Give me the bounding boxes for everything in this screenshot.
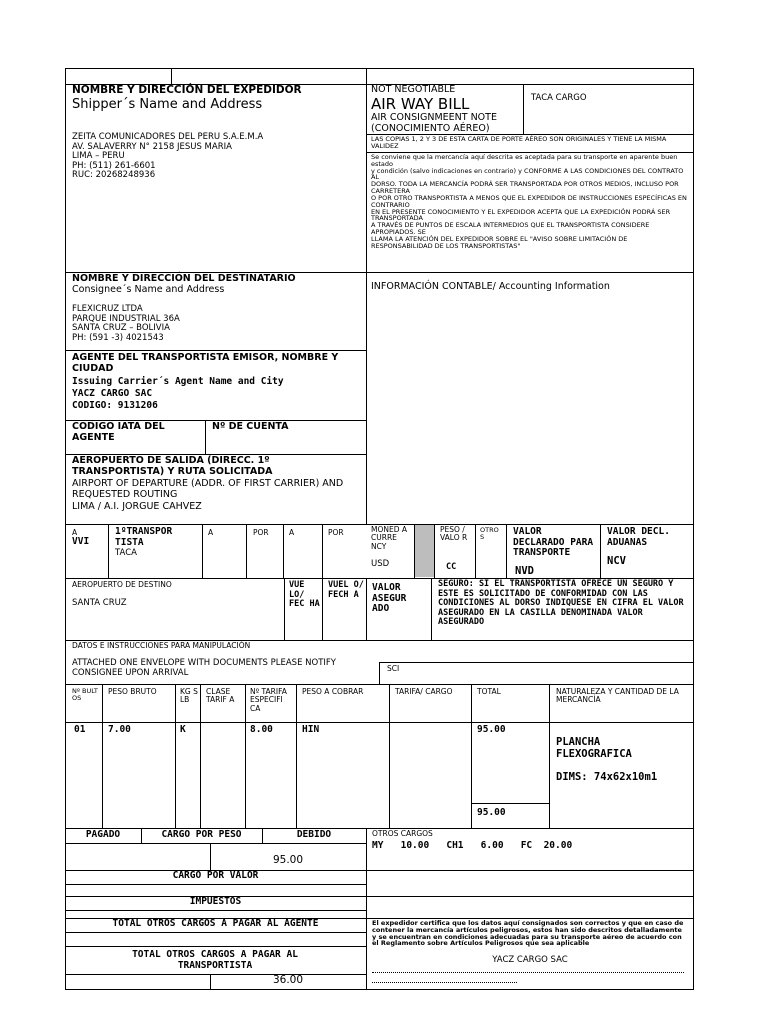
iata-code-label: CODIGO IATA DEL AGENTE: [72, 421, 165, 443]
first-carrier-value: TACA: [115, 548, 137, 558]
row-commodity: 8.00: [250, 724, 273, 735]
weight-value-code: CC: [446, 562, 457, 572]
route-a2: A: [208, 528, 214, 537]
route-por2: POR: [328, 528, 344, 537]
departure-value: LIMA / A.I. JORGUE CAHVEZ: [72, 501, 202, 512]
carrier-name: TACA CARGO: [531, 93, 587, 103]
col-kg-lb: KG S LB: [180, 687, 198, 705]
row-total: 95.00: [477, 724, 506, 735]
first-carrier-label: 1ºTRANSPOR TISTA: [115, 526, 173, 548]
awb-subtitle: AIR CONSIGNMEENT NOTE (CONOCIMIENTO AÉREO): [371, 112, 497, 134]
not-negotiable: NOT NEGOTIABLE: [371, 84, 456, 95]
other-charges-label: OTROS CARGOS: [372, 829, 433, 838]
route-a3: A: [289, 528, 295, 537]
total-carrier-charges-value: 36.00: [272, 974, 304, 986]
currency-value: USD: [371, 559, 390, 569]
col-commodity: Nº TARIFA ESPECIFI CA: [250, 687, 287, 713]
total-agent-charges-label: TOTAL OTROS CARGOS A PAGAR AL AGENTE: [112, 918, 319, 929]
total-carrier-charges-label: TOTAL OTROS CARGOS A PAGAR AL TRANSPORTISTA: [132, 949, 298, 971]
agent-title: AGENTE DEL TRANSPORTISTA EMISOR, NOMBRE Y CIUDAD: [72, 352, 339, 374]
weight-charge-label: CARGO POR PESO: [161, 829, 242, 840]
row-gross-weight: 7.00: [108, 724, 131, 735]
insurance-note: SEGURO: SI EL TRANSPORTISTA OFRECE UN SEGURO Y ESTE ES SOLICITADO DE CONFORMIDAD CON LAS CONDICIONES AL DORSO INDIQUESE EN CIFRA EL VALOR ASEGURADO EN LA CASILLA DENOMINADA VALOR ASEGURADO: [438, 579, 684, 628]
shipper-title: NOMBRE Y DIRECCIÓN DEL EXPEDIDOR: [72, 84, 302, 96]
weight-value-label: PESO / VALO R: [440, 525, 468, 543]
weight-charge-value: 95.00: [272, 854, 304, 866]
others-label: OTRO S: [480, 526, 499, 542]
agent-name: YACZ CARGO SAC: [72, 388, 153, 399]
accounting-info: INFORMACIÓN CONTABLE/ Accounting Information: [371, 281, 610, 292]
due-label: DEBIDO: [296, 829, 332, 840]
row-kg: K: [180, 724, 186, 735]
paid-label: PAGADO: [85, 829, 121, 840]
consignee-subtitle: Consignee´s Name and Address: [72, 284, 225, 295]
other-charges-value: MY 10.00 CH1 6.00 FC 20.00: [372, 840, 573, 851]
consignee-address: FLEXICRUZ LTDA PARQUE INDUSTRIAL 36A SANTA CRUZ – BOLIVIA PH: (591 -3) 4021543: [72, 304, 180, 343]
destination-value: SANTA CRUZ: [72, 598, 127, 608]
shipper-certification: El expedidor certifica que los datos aquí consignados son correctos y que en caso de contener la mercancía artículos peligrosos, estos han sido descritos detalladamente y se encuentran en condiciones adecuadas para su transporte aéreo de acuerdo con el Reglamento sobre Artículos Peligrosos que sea aplicable: [372, 919, 684, 948]
col-nature-goods: NATURALEZA Y CANTIDAD DE LA MERCANCÍA: [556, 687, 679, 705]
col-chargeable-weight: PESO A COBRAR: [302, 687, 364, 696]
col-total: TOTAL: [477, 687, 501, 696]
total-sum: 95.00: [477, 807, 506, 818]
consignee-title: NOMBRE Y DIRECCIÓN DEL DESTINATARIO: [72, 273, 296, 284]
departure-title: AEROPUERTO DE SALIDA (DIRECC. 1º TRANSPORTISTA) Y RUTA SOLICITADA: [72, 455, 273, 477]
destination-label: AEROPUERTO DE DESTINO: [72, 580, 172, 589]
route-to-label: A: [72, 528, 78, 537]
shipper-address: ZEITA COMUNICADORES DEL PERU S.A.E.M.A AV. SALAVERRY N° 2158 JESUS MARIA LIMA – PERU PH: (511) 261-6601 RUC: 20268248936: [72, 132, 264, 181]
route-por1: POR: [253, 528, 269, 537]
flight-date2-label: VUEL O/ FECH A: [328, 580, 364, 600]
shipper-subtitle: Shipper´s Name and Address: [72, 97, 263, 112]
col-pieces: Nº BULT OS: [72, 687, 98, 703]
awb-title: AIR WAY BILL: [371, 95, 470, 113]
valuation-charge-label: CARGO POR VALOR: [172, 870, 259, 881]
declared-transport-value: NVD: [515, 565, 534, 577]
account-number-label: Nº DE CUENTA: [212, 421, 289, 432]
insured-value-label: VALOR ASEGUR ADO: [372, 582, 407, 615]
copies-note: LAS COPIAS 1, 2 Y 3 DE ESTA CARTA DE PORTE AÉREO SON ORIGINALES Y TIENE LA MISMA VALIDEZ: [371, 135, 667, 151]
sci-label: SCI: [387, 664, 400, 673]
conditions-text: Se conviene que la mercancía aquí descrita es aceptada para su transporte en aparente buen estado y condición (salvo indicaciones en contrario) y CONFORME A LAS CONDICIONES DEL CONTRATO AL DORSO. TODA LA MERCANCÍA PODRÁ SER TRANSPORTADA POR OTROS MEDIOS, INCLUSO POR CARRETERA O POR OTRO TRANSPORTISTA A MENOS QUE EL EXPEDIDOR DE INSTRUCCIONES ESPECÍFICAS EN CONTRARIO EN EL PRESENTE CONOCIMIENTO Y EL EXPEDIDOR ACEPTA QUE LA EXPEDICIÓN PODRÁ SER TRANSPORTADA A TRAVÉS DE PUNTOS DE ESCALA INTERMEDIOS QUE EL TRANSPORTISTA CONSIDERE APROPIADOS. SE LLAMA LA ATENCIÓN DEL EXPEDIDOR SOBRE EL "AVISO SOBRE LIMITACIÓN DE RESPONSABILIDAD DE LOS TRANSPORTISTAS": [371, 153, 687, 250]
departure-subtitle: AIRPORT OF DEPARTURE (ADDR. OF FIRST CARRIER) AND REQUESTED ROUTING: [72, 478, 344, 500]
declared-customs-value: NCV: [607, 555, 626, 567]
col-rate-charge: TARIFA/ CARGO: [395, 687, 453, 696]
row-chargeable: HIN: [302, 724, 320, 735]
declared-customs-label: VALOR DECL. ADUANAS: [607, 526, 670, 548]
currency-label: MONED A CURRE NCY: [371, 525, 408, 551]
row-pieces: 01: [74, 724, 86, 735]
agent-subtitle: Issuing Carrier´s Agent Name and City: [72, 376, 284, 387]
handling-value: ATTACHED ONE ENVELOPE WITH DOCUMENTS PLEASE NOTIFY CONSIGNEE UPON ARRIVAL: [72, 658, 336, 678]
col-gross-weight: PESO BRUTO: [108, 687, 157, 696]
row-dims: DIMS: 74x62x10m1: [556, 771, 658, 783]
flight-date-label: VUE LO/ FEC HA: [289, 580, 320, 610]
col-rate-class: CLASE TARIF A: [206, 687, 235, 705]
agent-code: CODIGO: 9131206: [72, 400, 158, 411]
route-to-value: VVI: [72, 536, 90, 547]
row-nature: PLANCHA FLEXOGRAFICA: [556, 736, 632, 760]
declared-transport-label: VALOR DECLARADO PARA TRANSPORTE: [513, 526, 594, 559]
handling-label: DATOS E INSTRUCCIONES PARA MANIPULACIÓN: [72, 641, 251, 650]
taxes-label: IMPUESTOS: [189, 896, 242, 907]
signature-name: YACZ CARGO SAC: [492, 955, 568, 965]
